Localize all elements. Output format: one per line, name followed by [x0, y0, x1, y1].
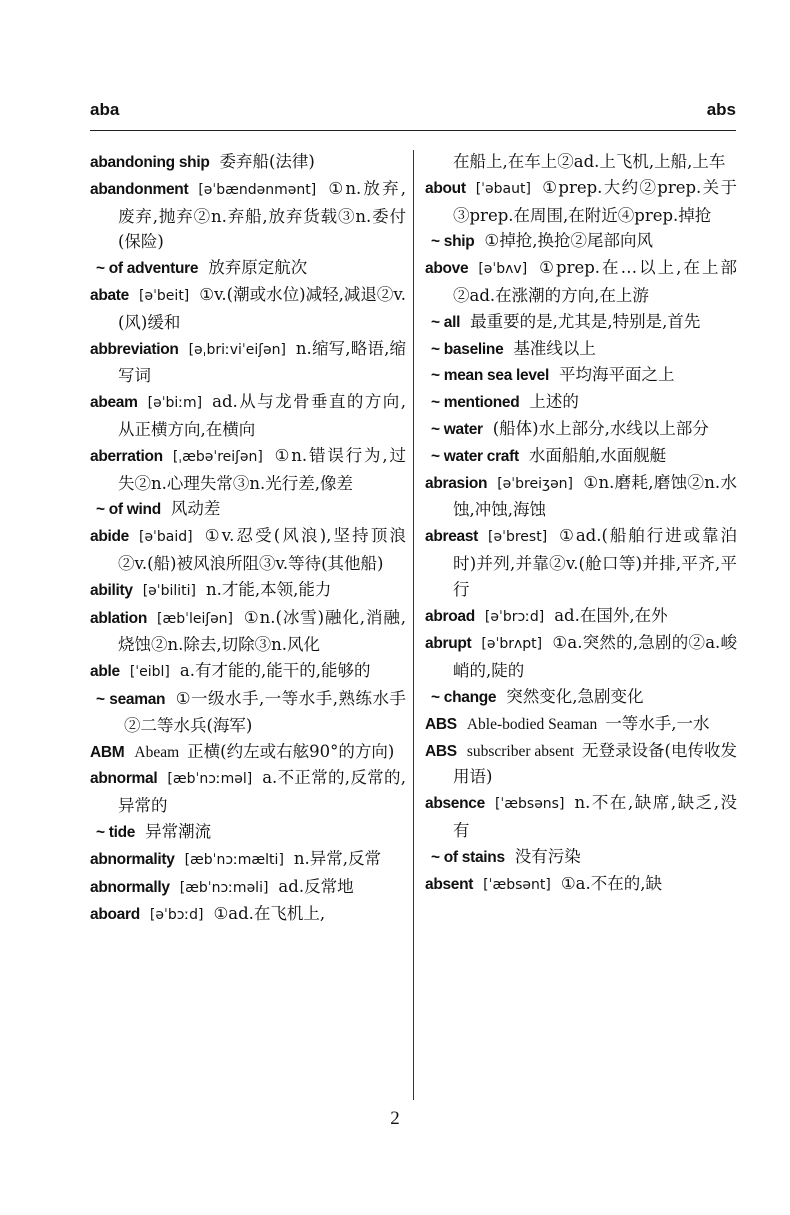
sub-entry — [431, 443, 737, 470]
definition: 无登录设备(电传收发用语) — [453, 740, 737, 787]
abbreviation-expansion: subscriber absent — [466, 742, 575, 760]
dictionary-entry — [425, 175, 737, 229]
definition: 水面船舶,水面舰艇 — [528, 445, 667, 465]
abbreviation-expansion: Abeam — [134, 743, 180, 761]
sub-entry — [431, 389, 737, 416]
headword: abnormally — [90, 878, 170, 896]
pronunciation: [æbˈnɔːmælti] — [184, 851, 284, 868]
definition: 上述的 — [529, 392, 579, 412]
definition: 正横(约左或右舷90°的方向) — [187, 741, 395, 761]
dictionary-entry — [425, 738, 737, 791]
sub-headword: ~ water — [431, 420, 483, 438]
pronunciation: [əˈbʌv] — [478, 261, 528, 278]
dictionary-entry — [90, 874, 406, 902]
dictionary-entry — [90, 176, 406, 255]
headword: above — [425, 260, 469, 278]
definition: 风动差 — [170, 499, 221, 519]
pronunciation: [əˈbrʌpt] — [481, 636, 543, 653]
left-column — [90, 149, 406, 929]
definition: 在船上,在车上②ad.上飞机,上船,上车 — [453, 152, 726, 171]
dictionary-entry — [90, 443, 406, 497]
pronunciation: [æbˈnɔːməli] — [179, 879, 269, 896]
headword: ABS — [425, 742, 457, 760]
definition: 平均海平面之上 — [559, 365, 675, 385]
definition: 没有污染 — [514, 846, 581, 866]
pronunciation: [əˈbreiʒən] — [497, 475, 574, 492]
entry-continuation — [425, 149, 737, 175]
headword: abreast — [425, 528, 479, 546]
dictionary-entry — [90, 336, 406, 390]
headword: about — [425, 179, 466, 197]
sub-entry — [431, 362, 737, 389]
dictionary-entry — [90, 658, 406, 686]
definition: (船体)水上部分,水线以上部分 — [492, 418, 709, 438]
headword: aberration — [90, 447, 163, 465]
dictionary-entry — [425, 255, 737, 309]
header-rule — [90, 130, 736, 131]
definition: ①prep.大约②prep.关于③prep.在周围,在附近④prep.掉抢 — [453, 177, 737, 225]
dictionary-entry — [425, 871, 737, 899]
sub-headword: ~ of wind — [96, 501, 161, 519]
headword: ablation — [90, 609, 148, 627]
pronunciation: [əˈbɔːd] — [149, 907, 204, 924]
definition: ①a.不在的,缺 — [560, 873, 662, 893]
headword: abate — [90, 286, 129, 304]
headword: ABS — [425, 715, 457, 733]
sub-entry — [431, 336, 737, 363]
headword: abnormal — [90, 770, 158, 788]
pronunciation: [ˈæbsəns] — [494, 796, 565, 813]
definition: ①n.放弃,废弃,抛弃②n.弃船,放弃货载③n.委付(保险) — [118, 178, 406, 252]
definition: ①n.(冰雪)融化,消融,烧蚀②n.除去,切除③n.风化 — [118, 607, 406, 655]
dictionary-entry — [90, 149, 406, 176]
headword: abandonment — [90, 180, 189, 198]
headword: abrupt — [425, 635, 472, 653]
sub-entry — [96, 255, 406, 282]
pronunciation: [əˌbriːviˈeiʃən] — [188, 341, 286, 358]
dictionary-entry — [425, 630, 737, 684]
headword: ability — [90, 581, 133, 599]
sub-entry — [431, 684, 737, 711]
definition: a.有才能的,能干的,能够的 — [179, 661, 371, 681]
definition: ①ad.在飞机上, — [213, 904, 326, 924]
definition: a.不正常的,反常的,异常的 — [118, 768, 406, 816]
definition: 一等水手,一水 — [605, 713, 710, 733]
definition: n.异常,反常 — [293, 848, 382, 868]
sub-headword: ~ seaman — [96, 690, 166, 708]
definition: 突然变化,急剧变化 — [506, 686, 644, 706]
definition: ①a.突然的,急剧的②a.峻峭的,陡的 — [453, 633, 737, 681]
dictionary-entry — [425, 790, 737, 844]
definition: ad.从与龙骨垂直的方向,从正横方向,在横向 — [118, 392, 406, 439]
headword: absence — [425, 795, 485, 813]
sub-headword: ~ of adventure — [96, 260, 199, 278]
headword: abnormality — [90, 850, 175, 868]
definition: ①prep.在…以上,在上部②ad.在涨潮的方向,在上游 — [453, 258, 737, 305]
definition: 最重要的是,尤其是,特别是,首先 — [470, 311, 701, 331]
sub-entry — [431, 844, 737, 871]
dictionary-entry — [90, 282, 406, 336]
headword: abandoning ship — [90, 154, 210, 171]
sub-entry — [431, 228, 737, 255]
definition: 基准线以上 — [513, 338, 596, 358]
abbreviation-expansion: Able-bodied Seaman — [466, 715, 598, 733]
definition: ①掉抢,换抢②尾部向风 — [484, 231, 653, 251]
definition: 异常潮流 — [145, 821, 212, 841]
pronunciation: [æbˈnɔːməl] — [167, 771, 253, 788]
definition: 委弃船(法律) — [219, 152, 315, 171]
pronunciation: [ˈeibl] — [129, 664, 170, 681]
dictionary-entry — [90, 765, 406, 819]
pronunciation: [əˈbrest] — [488, 529, 548, 546]
dictionary-entry — [425, 523, 737, 602]
dictionary-entry — [90, 901, 406, 929]
definition: ①n.错误行为,过失②n.心理失常③n.光行差,像差 — [118, 445, 406, 493]
definition: n.缩写,略语,缩写词 — [118, 338, 406, 386]
pronunciation: [əˈbaid] — [138, 529, 193, 546]
pronunciation: [ˌæbəˈreiʃən] — [172, 448, 263, 465]
pronunciation: [əˈbiliti] — [142, 582, 197, 599]
sub-entry — [96, 819, 406, 846]
definition: n.才能,本领,能力 — [206, 579, 332, 599]
sub-entry — [431, 416, 737, 443]
headword: ABM — [90, 743, 125, 761]
headword: aboard — [90, 906, 140, 924]
sub-entry — [431, 309, 737, 336]
definition: 放弃原定航次 — [208, 258, 308, 278]
sub-headword: ~ all — [431, 313, 461, 331]
dictionary-entry — [90, 739, 406, 766]
dictionary-entry — [425, 711, 737, 738]
headword: abrasion — [425, 474, 488, 492]
dictionary-entry — [90, 577, 406, 605]
headword: absent — [425, 875, 474, 893]
pronunciation: [əˈbændənmənt] — [198, 181, 317, 198]
dictionary-entry — [90, 523, 406, 577]
column-divider — [413, 150, 414, 1100]
definition: ad.反常地 — [278, 876, 354, 896]
sub-entry — [96, 496, 406, 523]
headword: abeam — [90, 394, 138, 412]
sub-headword: ~ of stains — [431, 848, 505, 866]
definition: ①v.(潮或水位)减轻,减退②v.(风)缓和 — [118, 284, 406, 332]
definition: n.不在,缺席,缺乏,没有 — [453, 793, 737, 840]
pronunciation: [əˈbiːm] — [147, 395, 203, 412]
dictionary-entry — [90, 846, 406, 874]
definition: ①ad.(船舶行进或靠泊时)并列,并靠②v.(舱口等)并排,平齐,平行 — [453, 526, 737, 599]
sub-entry — [96, 686, 406, 739]
definition: ①n.磨耗,磨蚀②n.水蚀,冲蚀,海蚀 — [453, 472, 737, 520]
pronunciation: [ˈəbaut] — [475, 180, 531, 197]
headword: abide — [90, 528, 129, 546]
page-number: 2 — [390, 1108, 400, 1129]
pronunciation: [ˈæbsənt] — [483, 876, 551, 893]
sub-headword: ~ change — [431, 688, 497, 706]
dictionary-entry — [425, 470, 737, 524]
running-head — [90, 100, 736, 120]
headword: able — [90, 663, 120, 681]
definition: ad.在国外,在外 — [554, 605, 668, 625]
definition: ①一级水手,一等水手,熟练水手②二等水兵(海军) — [124, 688, 406, 735]
pronunciation: [əˈbrɔːd] — [484, 608, 545, 625]
sub-headword: ~ tide — [96, 823, 136, 841]
sub-headword: ~ water craft — [431, 447, 519, 465]
sub-headword: ~ ship — [431, 233, 475, 251]
sub-headword: ~ baseline — [431, 340, 504, 358]
sub-headword: ~ mean sea level — [431, 367, 549, 385]
dictionary-entry — [425, 603, 737, 631]
headword: abbreviation — [90, 340, 179, 358]
right-column — [425, 149, 737, 898]
left-guide-word: aba — [90, 100, 120, 119]
sub-headword: ~ mentioned — [431, 394, 520, 412]
dictionary-entry — [90, 605, 406, 659]
right-guide-word: abs — [706, 100, 736, 119]
pronunciation: [æbˈleiʃən] — [157, 610, 234, 627]
definition: ①v.忍受(风浪),坚持顶浪②v.(船)被风浪所阻③v.等待(其他船) — [118, 526, 406, 573]
headword: abroad — [425, 607, 475, 625]
pronunciation: [əˈbeit] — [139, 287, 190, 304]
dictionary-entry — [90, 389, 406, 443]
